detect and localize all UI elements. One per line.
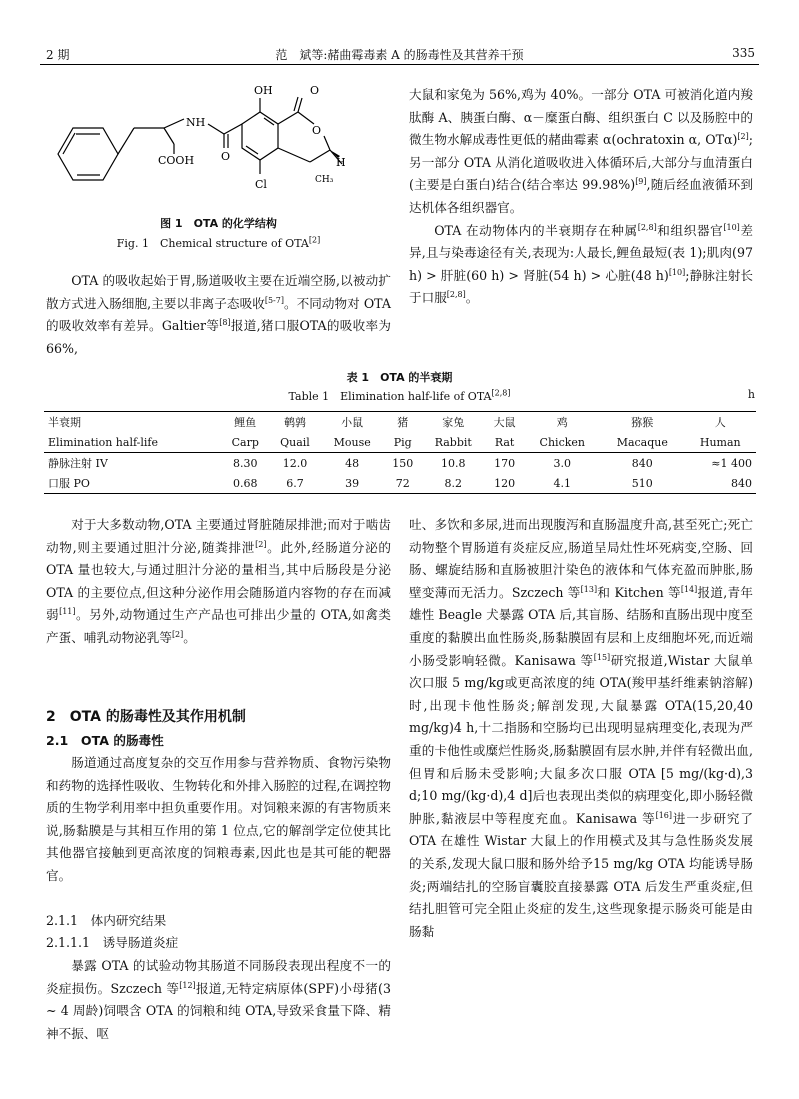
table-unit: h	[747, 388, 755, 401]
fig-caption-ref: [2]	[308, 235, 321, 245]
paragraph-intestine-role: 肠道通过高度复杂的交互作用参与营养物质、食物污染物和药物的选择性吸收、生物转化和外排入肠腔的过程,在调控物质的生物学利用率中担负重要作用。对饲粮来源的有害物质来说,肠黏膜是与其相互作用的第 1 位点,它的解剖学定位使其比其他器官接触到更高浓度的饲粮毒素,因此也是其可能的靶器官。	[46, 755, 391, 883]
half-life-table	[44, 411, 756, 494]
page-number: 335	[732, 46, 755, 60]
section-heading-2-1: 2.1 OTA 的肠毒性	[46, 733, 164, 748]
paragraph-inflammation: 暴露 OTA 的试验动物其肠道不同肠段表现出程度不一的炎症损伤。Szczech 等[12]报道,无特定病原体(SPF)小母猪(3 ~ 4 周龄)饲喂含 OTA 的饲粮和纯 OTA,导致采食量下降、精神不振、呕	[46, 958, 391, 1041]
table-caption-zh: OTA 的半衰期	[380, 371, 453, 384]
running-header	[40, 44, 759, 65]
left-column-bottom	[46, 514, 391, 650]
left-column-top	[46, 270, 391, 360]
table-caption-ref: [2,8]	[491, 388, 511, 398]
aromatic-ring	[242, 112, 278, 160]
section-heading-2-1-1-1: 2.1.1.1 诱导肠道炎症	[46, 935, 179, 950]
section-heading-2-1-1: 2.1.1 体内研究结果	[46, 913, 167, 928]
fig-caption-zh: OTA 的化学结构	[193, 217, 277, 230]
benzene-ring	[58, 128, 118, 180]
label-o-ring: O	[312, 124, 322, 137]
fig-label-zh: 图 1	[160, 217, 183, 230]
table-caption-en: Table 1 Elimination half-life of OTA	[288, 390, 492, 403]
paragraph-excretion: 对于大多数动物,OTA 主要通过肾脏随尿排泄;而对于啮齿动物,则主要通过胆汁分泌,随粪排泄[2]。此外,经肠道分泌的 OTA 量也较大,与通过胆汁分泌的量相当,其中后肠段是分泌 OTA 的主要位点,但这种分泌作用会随肠道内容物的存在而减弱[11]。另外,动物通过生产产品也可排出少量的 OTA,如禽类产蛋、哺乳动物泌乳等[2]。	[46, 517, 392, 645]
table-label-zh: 表 1	[346, 371, 370, 384]
label-cl: Cl	[255, 178, 267, 191]
figure-caption	[46, 214, 391, 254]
label-h: H	[336, 156, 346, 169]
left-column-inflammation	[46, 955, 391, 1045]
fig-caption-en: Fig. 1 Chemical structure of OTA	[116, 237, 309, 250]
right-column-top	[409, 84, 753, 310]
label-o-carbonyl: O	[221, 150, 231, 163]
paragraph-half-life: OTA 在动物体内的半衰期存在种属[2,8]和组织器官[10]差异,且与染毒途径有关,表现为:人最长,鲤鱼最短(表 1);肌肉(97 h) > 肝脏(60 h) > 肾脏(54 h) > 心脏(48 h)[10];静脉注射长于口服[2,8]。	[409, 222, 754, 306]
label-nh: NH	[186, 116, 206, 129]
issue-number: 2 期	[46, 48, 70, 62]
paragraph-absorption: OTA 的吸收起始于胃,肠道吸收主要在近端空肠,以被动扩散方式进入肠细胞,主要以非离子态吸收[5-7]。不同动物对 OTA 的吸收效率有差异。Galtier等[8]报道,猪口服OTA的吸收率为66%,	[46, 273, 391, 356]
label-cooh: COOH	[158, 154, 195, 167]
table-header-en: Elimination half-life Carp Quail Mouse Pig Rabbit Rat Chicken Macaque Human	[48, 435, 741, 449]
label-o-top: O	[310, 84, 320, 97]
label-ch3: CH₃	[315, 175, 334, 185]
paragraph-absorption-cont: 大鼠和家兔为 56%,鸡为 40%。一部分 OTA 可被消化道内羧肽酶 A、胰蛋白酶、α－糜蛋白酶、组织蛋白 C 以及肠腔中的微生物水解成毒性更低的赭曲霉素 α(ochratoxin α, OTα)[2];另一部分 OTA 从消化道吸收进入体循环后,大部分与血清蛋白(主要是白蛋白)结合(结合率达 99.98%)[9],随后经血液循环到达机体各组织器官。	[409, 87, 753, 215]
table-caption	[40, 368, 759, 406]
right-column-bottom	[409, 514, 753, 943]
ota-structure-diagram	[46, 74, 391, 210]
paragraph-in-vivo: 吐、多饮和多尿,进而出现腹泻和直肠温度升高,甚至死亡;死亡动物整个胃肠道有炎症反应,肠道呈局灶性坏死病变,空肠、回肠、螺旋结肠和直肠被胆汁染色的液体和气体充盈而肿胀,肠壁变薄而无活力。Szczech 等[13]和 Kitchen 等[14]报道,青年雄性 Beagle 犬暴露 OTA 后,其盲肠、结肠和直肠出现中度至重度的黏膜出血性肠炎,肠黏膜固有层和上皮细胞坏死,而近端小肠受影响轻微。Kanisawa 等[15]研究报道,Wistar 大鼠单次口服 5 mg/kg或更高浓度的纯 OTA(羧甲基纤维素钠溶解)时,出现卡他性肠炎;解剖发现,大鼠暴露 OTA(15,20,40 mg/kg)4 h,十二指肠和空肠均已出现明显病理变化,表现为严重的卡他性或糜烂性肠炎,肠黏膜固有层水肿,并伴有轻微出血,但胃和后肠未受影响;大鼠多次口服 OTA [5 mg/(kg·d),3 d;10 mg/(kg·d),4 d]后也表现出类似的病理变化,即小肠轻微肿胀,黏液层中等程度充血。Kanisawa 等[16]进一步研究了 OTA 在雄性 Wistar 大鼠上的作用模式及其与急性肠炎发展的关系,发现大鼠口服和肠外给予15 mg/kg OTA 均能诱导肠炎;两端结扎的空肠盲囊胶直接暴露 OTA 后发生严重炎症,但结扎胆管可完全阻止炎症的发生,这些现象提示肠炎可能是由肠黏	[409, 517, 753, 939]
table-header-zh: 半衰期 鲤鱼 鹌鹑 小鼠 猪 家兔 大鼠 鸡 猕猴 人	[44, 412, 756, 433]
section-heading-2: 2 OTA 的肠毒性及其作用机制	[46, 709, 246, 725]
running-title: 范 斌等:赭曲霉毒素 A 的肠毒性及其营养干预	[275, 48, 524, 62]
left-column-intestine	[46, 752, 391, 888]
table-row: 静脉注射 IV 8.30 12.0 48 150 10.8 170 3.0 840 ≈1 400	[44, 453, 756, 474]
table-row: 口服 PO 0.68 6.7 39 72 8.2 120 4.1 510 840	[44, 473, 756, 494]
label-oh: OH	[254, 84, 273, 97]
